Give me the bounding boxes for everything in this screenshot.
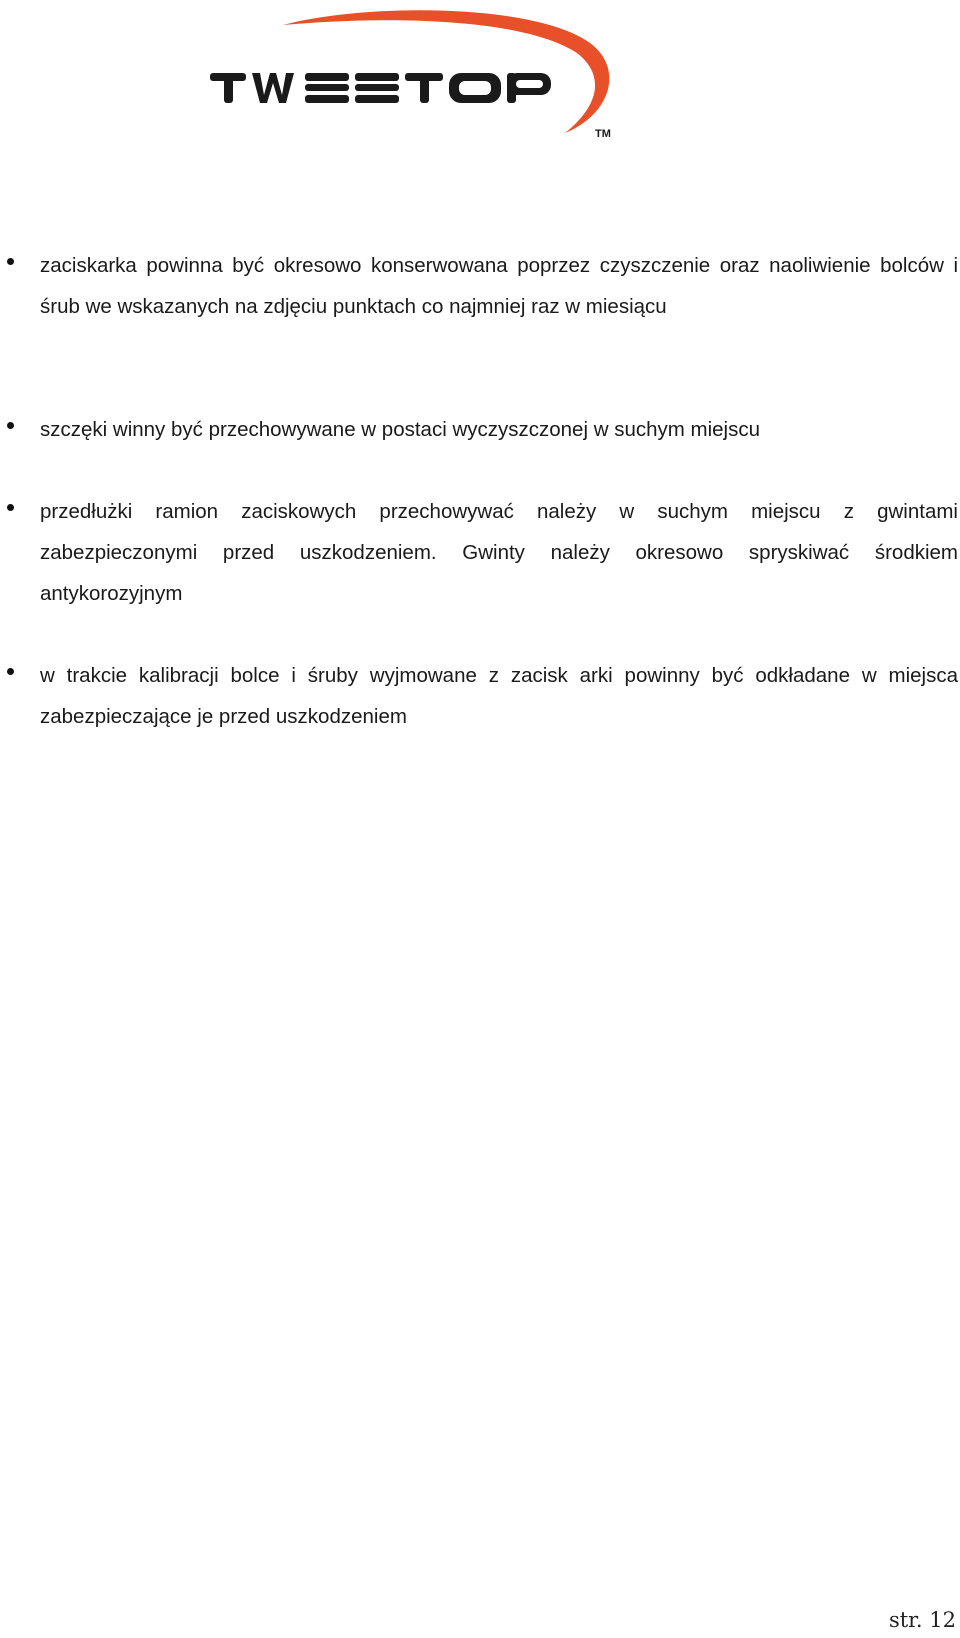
bullet-icon (7, 258, 14, 265)
page-number: str. 12 (888, 1608, 956, 1632)
tweetop-logo (205, 5, 655, 150)
list-item-text: szczęki winny być przechowywane w postaci wyczyszczonej w suchym miejscu (40, 418, 761, 441)
bullet-icon (7, 422, 14, 429)
logo-swoosh (283, 10, 609, 133)
logo-trademark: TM (595, 128, 611, 140)
bullet-icon (7, 668, 14, 675)
list-item-text: zaciskarka powinna być okresowo konserwowana poprzez czyszczenie oraz naoliwienie bolców i śrub we wskazanych na zdjęciu punktach co najmniej raz w miesiącu (40, 254, 958, 318)
bullet-icon (7, 504, 14, 511)
list-item-text: w trakcie kalibracji bolce i śruby wyjmowane z zacisk arki powinny być odkładane w miejsca zabezpieczające je przed uszkodzeniem (40, 664, 958, 728)
list-item-text: przedłużki ramion zaciskowych przechowywać należy w suchym miejscu z gwintami zabezpieczonymi przed uszkodzeniem. Gwinty należy okresowo spryskiwać środkiem antykorozyjnym (40, 500, 958, 605)
